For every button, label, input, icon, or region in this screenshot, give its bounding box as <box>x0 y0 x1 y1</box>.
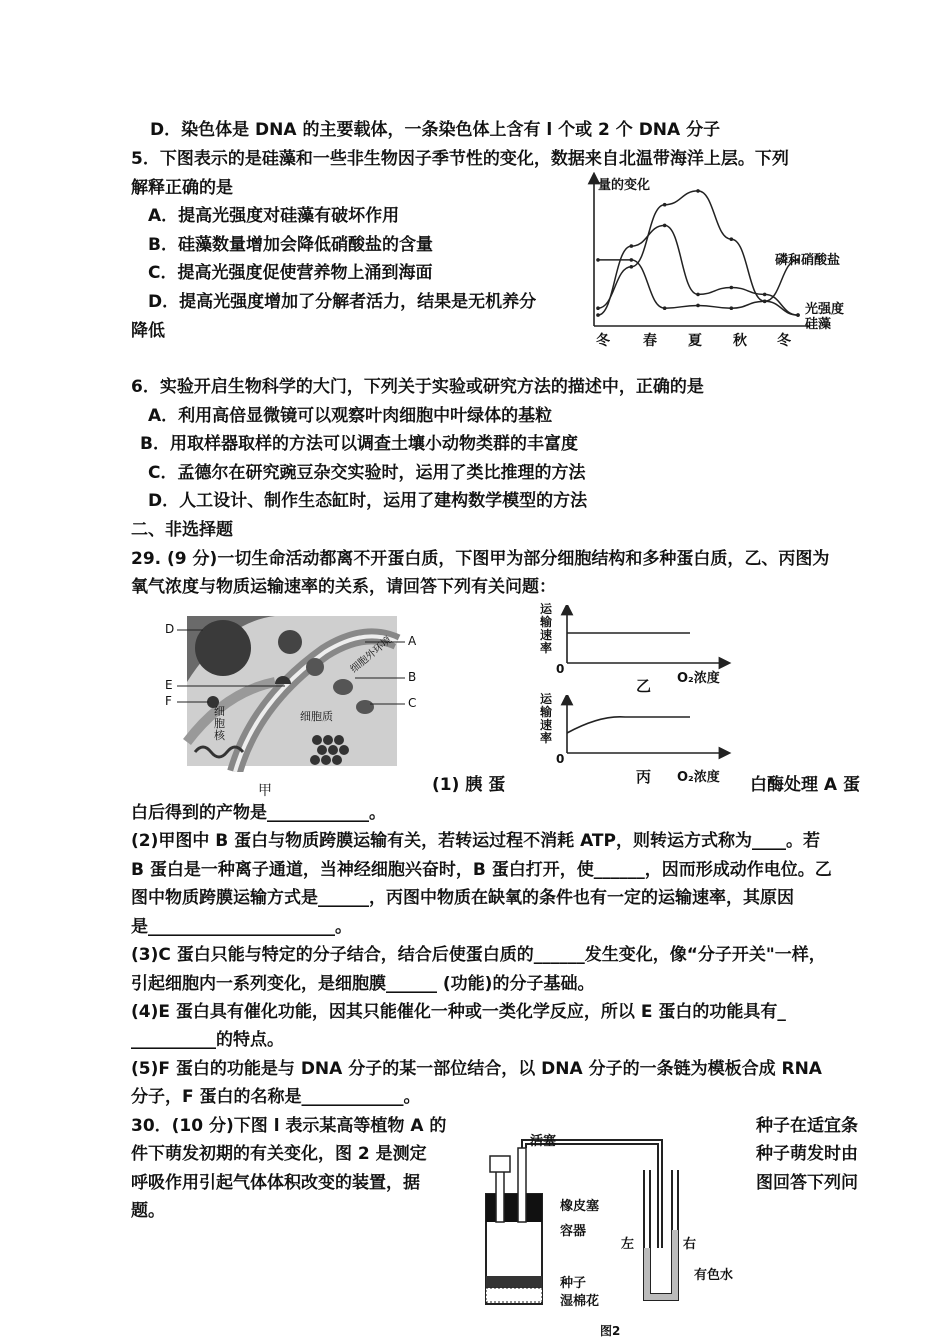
series-2-point-3 <box>696 293 700 297</box>
series-line-1 <box>598 191 798 315</box>
q29-p2-line4: 是______________________。 <box>131 917 352 937</box>
q29-p5-line1: (5)F 蛋白的功能是与 DNA 分子的某一部位结合，以 DNA 分子的一条链为模板合成 RNA <box>131 1059 822 1079</box>
q29-p4-line2: __________的特点。 <box>131 1030 284 1050</box>
label-e: E <box>165 678 173 692</box>
caption-yi: 乙 <box>636 677 652 695</box>
q6-option-d: D．人工设计、制作生态缸时，运用了建构数学模型的方法 <box>148 491 588 511</box>
label-a: A <box>408 634 417 648</box>
caption-jia: 甲 <box>258 783 272 799</box>
q5-stem-line1: 5．下图表示的是硅藻和一些非生物因子季节性的变化，数据来自北温带海洋上层。下列 <box>131 149 789 169</box>
series-0-point-1 <box>630 258 634 262</box>
series-2-point-0 <box>596 313 600 317</box>
label-nucleus: 细胞核 <box>214 705 225 742</box>
fig2-seeds: 种子 <box>560 1276 587 1291</box>
yi-x-label: O₂浓度 <box>677 671 720 686</box>
q6-option-c: C．孟德尔在研究豌豆杂交实验时，运用了类比推理的方法 <box>148 463 586 483</box>
q29-stem-line2: 氧气浓度与物质运输速率的关系，请回答下列有关问题： <box>131 577 556 597</box>
series-0-point-4 <box>730 306 734 310</box>
q29-p3-line2: 引起细胞内一系列变化，是细胞膜______ (功能)的分子基础。 <box>131 974 595 994</box>
figure-yi-graph <box>555 605 735 675</box>
fig2-valve: 活塞 <box>530 1134 557 1149</box>
q29-p3-line1: (3)C 蛋白只能与特定的分子结合，结合后使蛋白质的______发生变化，像“分子开关"一样， <box>131 945 826 965</box>
series-1-point-1 <box>630 265 634 269</box>
bing-x-label: O₂浓度 <box>677 770 720 785</box>
series-2-point-1 <box>630 244 634 248</box>
q29-p2-line3: 图中物质跨膜运输方式是______，丙图中物质在缺氧的条件也有一定的运输速率，其原因 <box>131 888 794 908</box>
bing-origin: 0 <box>556 752 565 766</box>
q5-option-c: C．提高光强度促使营养物上涌到海面 <box>148 263 433 283</box>
chart-y-label: 量的变化 <box>598 178 651 193</box>
q29-p2-line1: (2)甲图中 B 蛋白与物质跨膜运输有关，若转运过程不消耗 ATP，则转运方式称为____。若 <box>131 831 820 851</box>
legend-light: 光强度 <box>805 302 845 317</box>
q29-p1-part-a: (1) 胰 蛋 <box>432 775 506 795</box>
fig2-caption: 图2 <box>600 1324 621 1338</box>
q5-option-a: A．提高光强度对硅藻有破坏作用 <box>148 206 400 226</box>
figure2-apparatus <box>478 1130 698 1310</box>
series-2-point-4 <box>730 286 734 290</box>
q5-stem-line2: 解释正确的是 <box>131 178 233 198</box>
legend-diatom: 硅藻 <box>805 317 832 332</box>
figure-bing-graph <box>555 695 735 765</box>
q5-option-d-line1: D．提高光强度增加了分解者活力，结果是无机养分 <box>148 292 537 312</box>
q29-p2-line2: B 蛋白是一种离子通道，当神经细胞兴奋时，B 蛋白打开，使______，因而形成动作电位。乙 <box>131 860 832 880</box>
series-2-point-5 <box>763 293 767 297</box>
series-2-point-2 <box>663 224 667 228</box>
section-heading: 二、非选择题 <box>131 520 233 540</box>
q29-p1-part-b: 白酶处理 A 蛋 <box>750 775 860 795</box>
label-b: B <box>408 670 417 684</box>
fig2-water: 有色水 <box>694 1268 734 1283</box>
tick-spring: 春 <box>643 333 657 349</box>
yi-y-label: 运输速率 <box>540 602 553 655</box>
label-c: C <box>408 696 417 710</box>
q29-p1-part-c: 白后得到的产物是____________。 <box>131 803 386 823</box>
q29-p5-line2: 分子，F 蛋白的名称是____________。 <box>131 1087 421 1107</box>
label-f: F <box>165 694 172 708</box>
q30-line1-left: 30．(10 分)下图 l 表示某高等植物 A 的 <box>131 1116 447 1136</box>
tick-winter-1: 冬 <box>596 333 610 349</box>
series-0-point-2 <box>663 306 667 310</box>
caption-bing: 丙 <box>636 768 652 786</box>
q30-line3-left: 呼吸作用引起气体体积改变的装置，据 <box>131 1173 420 1193</box>
fig2-stopper: 橡皮塞 <box>560 1199 600 1214</box>
q5-option-d-line2: 降低 <box>131 321 165 341</box>
q4-option-d: D．染色体是 DNA 的主要载体，一条染色体上含有 l 个或 2 个 DNA 分子 <box>150 120 721 140</box>
q29-stem-line1: 29. (9 分)一切生命活动都离不开蛋白质，下图甲为部分细胞结构和多种蛋白质，乙、丙图为 <box>131 549 830 569</box>
tick-autumn: 秋 <box>733 333 747 349</box>
series-1-point-2 <box>663 203 667 207</box>
yi-origin: 0 <box>556 662 565 676</box>
q30-line3-right: 图回答下列问 <box>756 1173 858 1193</box>
fig2-container: 容器 <box>560 1224 587 1239</box>
q30-line4-left: 题。 <box>131 1201 165 1221</box>
label-outside: 细胞外环境 <box>348 634 394 676</box>
q6-option-a: A．利用高倍显微镜可以观察叶肉细胞中叶绿体的基粒 <box>148 406 553 426</box>
series-1-point-3 <box>696 189 700 193</box>
bing-y-label: 运输速率 <box>540 692 553 745</box>
label-d: D <box>165 622 175 636</box>
q5-option-b: B．硅藻数量增加会降低硝酸盐的含量 <box>148 235 433 255</box>
fig2-cotton: 湿棉花 <box>560 1294 600 1309</box>
q30-line2-left: 件下萌发初期的有关变化，图 2 是测定 <box>131 1144 427 1164</box>
series-0-point-0 <box>596 258 600 262</box>
q6-option-b: B．用取样器取样的方法可以调查土壤小动物类群的丰富度 <box>140 434 578 454</box>
fig2-left: 左 <box>621 1237 635 1252</box>
series-1-point-0 <box>596 306 600 310</box>
figure-jia-cell <box>165 612 435 772</box>
series-1-point-5 <box>763 300 767 304</box>
series-0-point-3 <box>696 304 700 308</box>
q30-line2-right: 种子萌发时由 <box>756 1144 858 1164</box>
q6-stem: 6．实验开启生物科学的大门，下列关于实验或研究方法的描述中，正确的是 <box>131 377 704 397</box>
legend-phosphate: 磷和硝酸盐 <box>775 253 841 268</box>
series-2-point-6 <box>796 313 800 317</box>
q29-p4-line1: (4)E 蛋白具有催化功能，因其只能催化一种或一类化学反应，所以 E 蛋白的功能具有_ <box>131 1002 786 1022</box>
fig2-right: 右 <box>683 1237 697 1252</box>
tick-winter-2: 冬 <box>777 333 791 349</box>
tick-summer: 夏 <box>688 333 702 349</box>
q30-line1-right: 种子在适宜条 <box>756 1116 858 1136</box>
series-1-point-4 <box>730 237 734 241</box>
label-cytoplasm: 细胞质 <box>300 710 333 723</box>
